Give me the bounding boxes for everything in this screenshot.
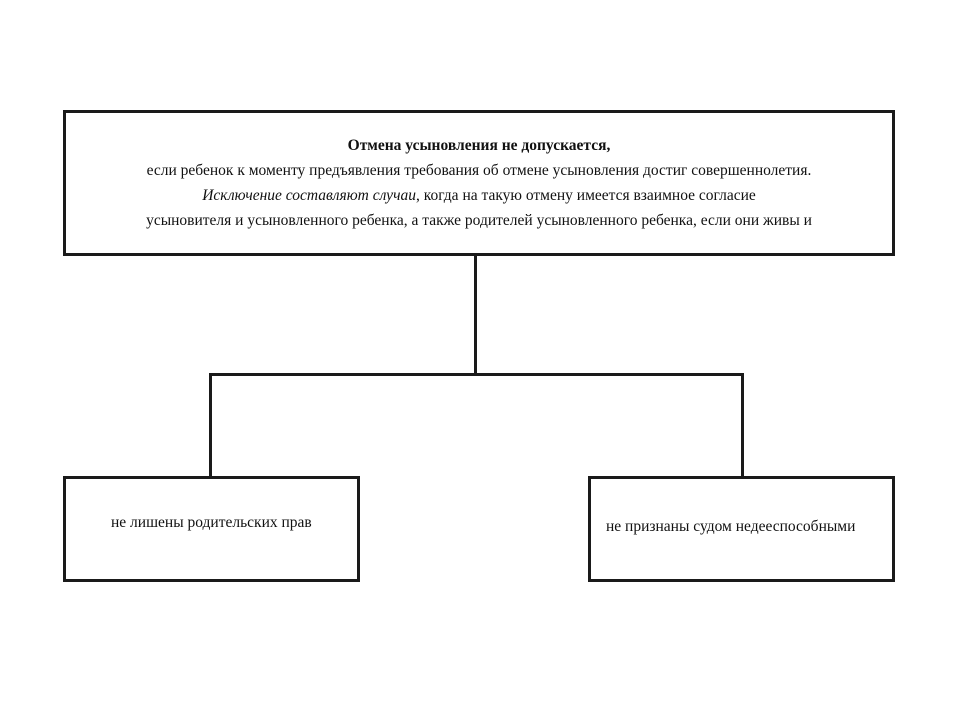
condition-box-legal-capacity [588, 476, 895, 582]
rule-parties: усыновителя и усыновленного ребенка, а также родителей усыновленного ребенка, если они живы и [146, 212, 812, 229]
condition-label-parental-rights: не лишены родительских прав [111, 514, 312, 531]
condition-label-legal-capacity: не признаны судом недееспособными [606, 518, 856, 535]
connector-horizontal [209, 373, 744, 376]
rule-exception-line [66, 183, 892, 208]
exception-italic: Исключение составляют случаи [202, 187, 416, 204]
connector-stem [474, 255, 477, 376]
connector-left-branch [209, 373, 212, 477]
exception-rest: , когда на такую отмену имеется взаимное согласие [415, 187, 756, 204]
rule-condition: если ребенок к моменту предъявления требования об отмене усыновления достиг совершеннолетия. [146, 162, 812, 179]
condition-box-parental-rights [63, 476, 360, 582]
rule-title: Отмена усыновления не допускается, [347, 137, 611, 154]
main-rule-box [63, 110, 895, 256]
connector-right-branch [741, 373, 744, 477]
